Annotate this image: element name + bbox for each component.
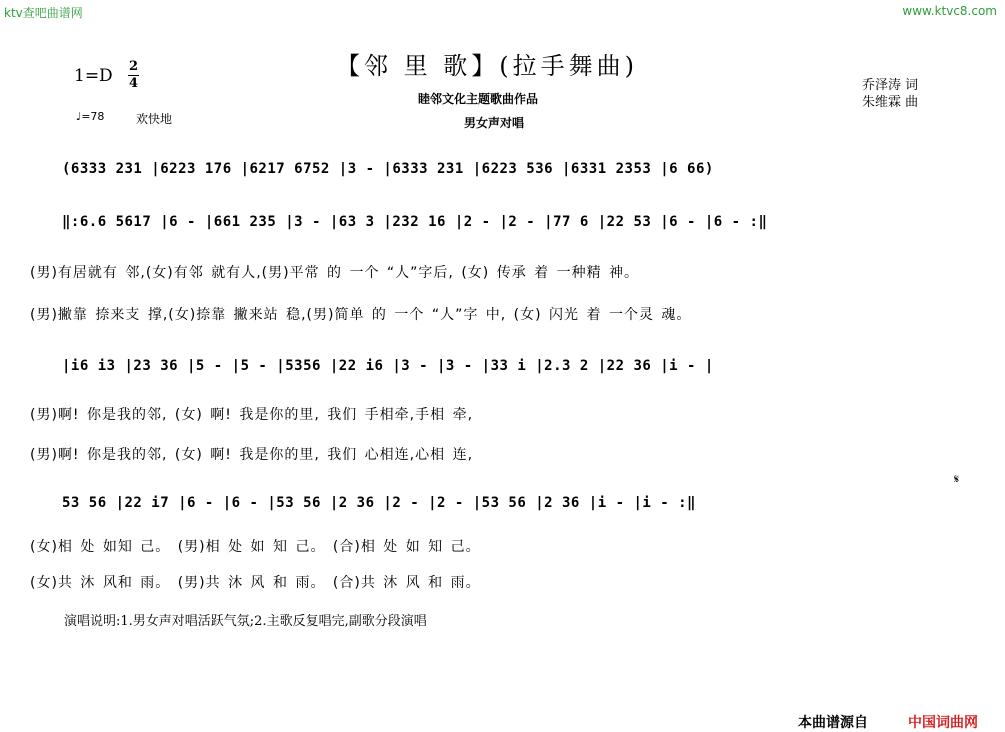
- score-line-4: 53 56 |22 i7 |6 - |6 - |53 56 |2 36 |2 - |2 - |53 56 |2 36 |i - |i - :‖: [62, 495, 696, 511]
- time-signature: [128, 60, 139, 91]
- source-label: 本曲谱源自: [798, 715, 868, 731]
- score-line-1: (6333 231 |6223 176 |6217 6752 |3 - |6333 231 |6223 536 |6331 2353 |6 66): [62, 161, 714, 177]
- tempo-marking: ♩=78: [76, 110, 105, 123]
- lyric-verse-1b: (男)撇靠 捺来支 撑,(女)捺靠 撇来站 稳,(男)简单 的 一个 “人”字 中, (女) 闪光 着 一个灵 魂。: [30, 307, 692, 323]
- composer-credit: 朱维霖 曲: [862, 95, 919, 110]
- performance-notes: 演唱说明:1.男女声对唱活跃气氛;2.主歌反复唱完,副歌分段演唱: [64, 614, 427, 629]
- lyric-end-1: (女)相 处 如知 己。 (男)相 处 如 知 己。 (合)相 处 如 知 己。: [30, 539, 481, 555]
- mood-marking: 欢快地: [136, 112, 173, 126]
- time-top: 2: [128, 59, 139, 74]
- score-line-2: ‖:6.6 5617 |6 - |661 235 |3 - |63 3 |232 16 |2 - |2 - |77 6 |22 53 |6 - |6 - :‖: [62, 214, 768, 230]
- lyric-verse-1a: (男)有居就有 邻,(女)有邻 就有人,(男)平常 的 一个 “人”字后, (女) 传承 着 一种精 神。: [30, 265, 640, 281]
- song-title: 【邻 里 歌】(拉手舞曲): [336, 52, 638, 80]
- lyric-chorus-1: (男)啊! 你是我的邻, (女) 啊! 我是你的里, 我们 手相牵,手相 牵,: [30, 407, 474, 423]
- watermark-left: ktv查吧曲谱网: [4, 6, 83, 20]
- segno-sign: 𝄋: [954, 472, 960, 486]
- watermark-right: www.ktvc8.com: [902, 4, 997, 18]
- score-line-3: |i6 i3 |23 36 |5 - |5 - |5356 |22 i6 |3 - |3 - |33 i |2.3 2 |22 36 |i - |: [62, 358, 714, 374]
- lyricist-credit: 乔泽涛 词: [862, 78, 919, 93]
- song-subtitle: 睦邻文化主题歌曲作品: [418, 92, 539, 106]
- time-bottom: 4: [128, 76, 139, 91]
- singers-label: 男女声对唱: [464, 116, 525, 130]
- lyric-chorus-2: (男)啊! 你是我的邻, (女) 啊! 我是你的里, 我们 心相连,心相 连,: [30, 447, 474, 463]
- source-site[interactable]: 中国词曲网: [908, 715, 978, 731]
- key-signature: 1=D: [74, 66, 113, 86]
- lyric-end-2: (女)共 沐 风和 雨。 (男)共 沐 风 和 雨。 (合)共 沐 风 和 雨。: [30, 575, 481, 591]
